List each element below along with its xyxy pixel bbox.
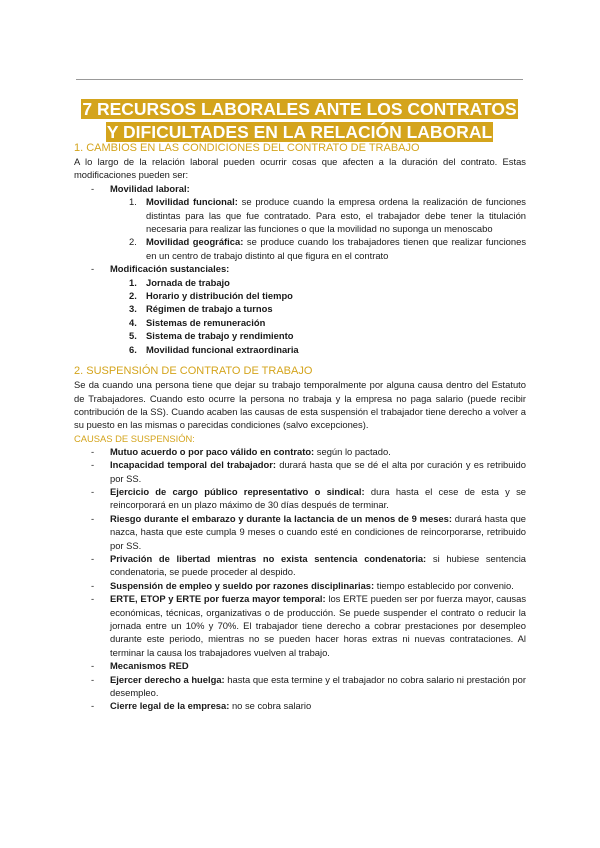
list-item-sustanciales [74, 262, 526, 356]
section-2-heading: 2. SUSPENSIÓN DE CONTRATO DE TRABAJO [74, 365, 313, 378]
list-item-movilidad [74, 182, 526, 262]
page-title: 7 RECURSOS LABORALES ANTE LOS CONTRATOS Y DIFICULTADES EN LA RELACIÓN LABORAL [82, 98, 517, 142]
causas-list [74, 445, 526, 713]
list-item: - Mecanismos RED [74, 659, 526, 672]
sustanciales-label: Modificación sustanciales: [110, 263, 230, 275]
list-item: 6. Movilidad funcional extraordinaria [129, 343, 299, 355]
movilidad-label: Movilidad laboral: [110, 182, 190, 194]
sustanciales-sublist [110, 276, 526, 356]
list-item: 3. Régimen de trabajo a turnos [129, 303, 273, 315]
list-item: - ERTE, ETOP y ERTE por fuerza mayor temporal: los ERTE pueden ser por fuerza mayor, causas económicas, técnicas, organizativas o de producción. Se puede suspender el contrato o reducir la jornada entre un 10% y 70%. El trabajador tiene derecho a cobrar prestaciones por desempleo durante este periodo, mientras no se pueden hacer horas extras ni nuevas contrataciones. Al terminar la causa los trabajadores vuelven al trabajo. [74, 592, 526, 659]
list-item: 2. Horario y distribución del tiempo [129, 290, 293, 302]
list-item: - Riesgo durante el embarazo y durante la lactancia de un menos de 9 meses: durará hasta que nazca, hasta que este cumpla 9 meses o cuando esté en condiciones de reincorporarse, retribuido por SS. [74, 512, 526, 552]
movilidad-sublist [110, 195, 526, 262]
list-item: - Incapacidad temporal del trabajador: durará hasta que se dé el alta por curación y es retribuido por SS. [74, 458, 526, 485]
section-1-heading: 1. CAMBIOS EN LAS CONDICIONES DEL CONTRATO DE TRABAJO [74, 142, 420, 154]
list-item: 4. Sistemas de remuneración [129, 316, 266, 328]
causas-heading: CAUSAS DE SUSPENSIÓN: [74, 432, 195, 444]
document-body [74, 141, 526, 713]
top-rule [76, 79, 523, 80]
list-item: - Suspensión de empleo y sueldo por razones disciplinarias: tiempo establecido por convenio. [74, 579, 526, 592]
section-gap [74, 356, 526, 364]
list-item: - Mutuo acuerdo o por paco válido en contrato: según lo pactado. [74, 445, 526, 458]
list-item: - Cierre legal de la empresa: no se cobra salario [74, 699, 526, 712]
list-item: - Ejercicio de cargo público representativo o sindical: dura hasta el cese de esta y se reincorporará en un plazo máximo de 30 días después de terminar. [74, 485, 526, 512]
section-2-intro: Se da cuando una persona tiene que dejar su trabajo temporalmente por alguna causa dentro del Estatuto de Trabajadores. Cuando esto ocurre la persona no trabaja y la empresa no paga salario (puede recibir contribución de la SS). Cuando acaben las causas de esta suspensión el trabajador tiene derecho a volver a su puesto en las mismas o parecidas condiciones (salvo excepciones). [74, 379, 526, 431]
list-item: - Privación de libertad mientras no exista sentencia condenatoria: si hubiese sentencia condenatoria, se puede proceder al despido. [74, 552, 526, 579]
list-item: 1. Movilidad funcional: se produce cuando la empresa ordena la realización de funciones distintas para las que fue contratado. Para esto, el trabajador debe tener la titulación necesaria para realizar las funciones o que la movilidad no suponga un menoscabo [129, 196, 526, 235]
list-item: 2. Movilidad geográfica: se produce cuando los trabajadores tienen que realizar funciones en un centro de trabajo distinto al que figura en el contrato [129, 236, 527, 261]
section-1-intro: A lo largo de la relación laboral pueden ocurrir cosas que afecten a la duración del contrato. Estas modificaciones pueden ser: [74, 156, 526, 181]
list-item: 1. Jornada de trabajo [129, 276, 230, 288]
section-1-list [74, 182, 526, 356]
list-item: - Ejercer derecho a huelga: hasta que esta termine y el trabajador no cobra salario ni prestación por desempleo. [74, 673, 526, 700]
list-item: 5. Sistema de trabajo y rendimiento [129, 330, 294, 342]
